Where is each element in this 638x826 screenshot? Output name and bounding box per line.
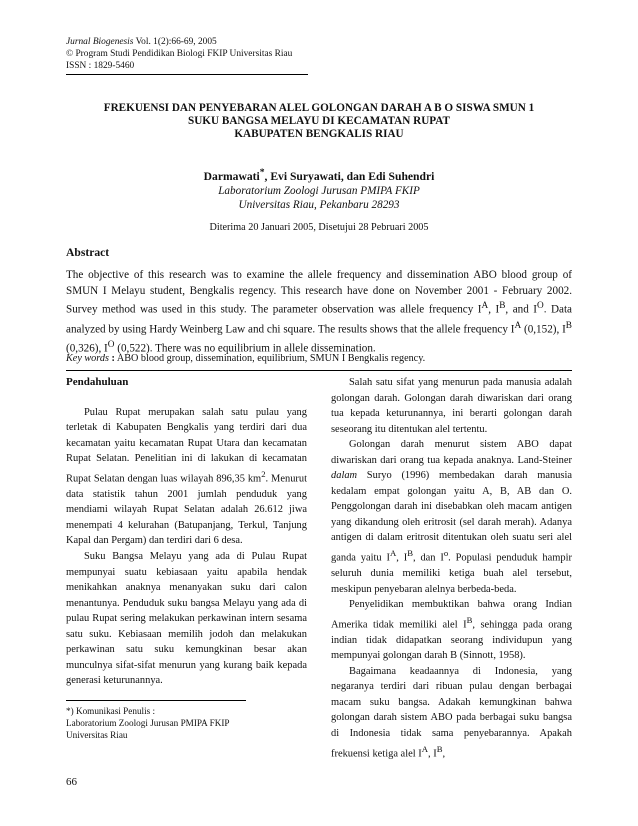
sup: o [443,548,449,559]
affiliation-line-1: Laboratorium Zoologi Jurusan PMIPA FKIP [218,184,420,197]
author-names [66,166,572,184]
journal-issn: ISSN : 1829-5460 [66,61,135,72]
sup: B [565,320,572,331]
text-run: . Populasi penduduk hampir seluruh dunia memiliki ketiga buah alel tersebut, meskipun penyebaran alelnya berbeda-beda. [331,552,572,595]
text-run: , [442,748,446,760]
header-rule [66,74,308,75]
keywords-label: Key words [66,353,109,364]
sup: O [107,339,115,350]
footnote-line-3: Universitas Riau [66,730,128,740]
keywords-line [66,352,572,365]
sup: A [481,301,489,312]
abstract-text [66,268,572,357]
paragraph [331,597,572,664]
footnote-rule [66,700,246,701]
sup: A [421,743,428,754]
sup: A [389,548,397,559]
text-run: , I [428,748,437,760]
emphasis: dalam [331,470,358,482]
sup: O [536,301,544,312]
abstract-run: . Data analyzed by using Hardy Weinberg Law and chi square. The results shows that the allele frequency I [66,303,573,336]
right-column [331,375,572,762]
abstract-run: , and I [505,303,537,316]
text-run: . Menurut data statistik tahun 2001 jumlah penduduk yang mendiami wilayah Rupat Selatan adalah 26.612 jiwa menempati 4 kelurahan (Batupanjang, Terkul, Tanjung Kapal dan Pergam) dan terdiri dari 6 desa. [66,473,308,547]
paragraph [331,664,572,762]
text-run: , sehingga pada orang indian tidak didapatkan seorang individupun yang mempunyai golongan darah B (Sinnott, 1958). [331,619,572,662]
abstract-run: (0,152), I [521,323,566,336]
text-run: Pulau Rupat merupakan salah satu pulau yang terletak di Kabupaten Bengkalis yang terdiri dari dua kecamatan yaitu kecamatan Rupat Utara dan kecamatan Rupat Selatan. Penelitian ini di lakukan di kecamatan Rupat Selatan dengan luas wilayah 896,35 km [66,406,307,485]
paragraph: Suku Bangsa Melayu yang ada di Pulau Rupat mempunyai suatu kebiasaan yaitu apabila hendak menikahkan anaknya menanyakan suku dari calon menantunya. Penduduk suku bangsa Melayu yang ada di pulau Rupat sering melakukan perkawinan intern sesama satu suku. Kebiasaan memilih jodoh dan melakukan perkawinan satu suku kemungkinan besar akan munculnya sifat-sifat menurun yang kurang baik kepada generasi keturunannya. [66,550,307,687]
journal-volume: Vol. 1(2):66-69, 2005 [133,37,217,47]
author-first: Darmawati [203,169,260,183]
page-number: 66 [66,776,77,788]
abstract-heading: Abstract [66,246,110,259]
author-others: , Evi Suryawati, dan Edi Suhendri [264,169,435,183]
text-run: , I [396,552,408,564]
author-footnote-mark: * [259,167,265,178]
text-run: , dan I [412,552,444,564]
keywords-rule [66,370,572,371]
text-run: Suryo (1996) membedakan darah manusia kedalam empat golongan yaitu A, B, AB dan O. Penggolongan darah ini disebabkan oleh macam antigen yang dikandung oleh eritrosit (sel darah merah). Adanya antigen di dalam eritrosit ditentukan oleh suatu seri alel ganda yaitu I [331,470,572,564]
sup: B [407,548,413,559]
text-run: Penyelidikan membuktikan bahwa orang Indian Amerika tidak memiliki alel I [331,599,572,631]
journal-header [66,36,310,75]
left-column [66,375,307,689]
sup: A [514,320,522,331]
author-footnote [66,700,310,741]
title-line-2: SUKU BANGSA MELAYU DI KECAMATAN RUPAT [188,115,450,127]
paragraph: Salah satu sifat yang menurun pada manusia adalah golongan darah. Golongan darah diwariskan dari orang tua kepada keturunannya, ini berarti golongan darah seseorang itu ditentukan alel tertentu. [331,377,572,435]
affiliation-line-2: Universitas Riau, Pekanbaru 28293 [238,198,400,211]
footnote-line-2: Laboratorium Zoologi Jurusan PMIPA FKIP [66,718,230,728]
author-block [66,166,572,235]
sup: B [499,301,506,312]
abstract-run: The objective of this research was to examine the allele frequency and dissemination ABO blood group of SMUN I Melayu student, Bengkalis regency. This research have done on November 2001 - February 2002. Survey method was used in this study. The parameter observation was allele frequency I [66,269,572,316]
paragraph [331,437,572,597]
text-run: Bagaimana keadaannya di Indonesia, yang negaranya terdiri dari ribuan pulau dengan berbagai macam suku bangsa. Adakah kemungkinan bahwa golongan darah sistem ABO pada berbagai suku bangsa di Indonesia tidak sama penyebarannya. Apakah frekuensi ketiga alel I [331,665,572,760]
abstract-run: (0,522). There was no equilibrium in allele dissemination. [114,342,376,355]
received-dates: Diterima 20 Januari 2005, Disetujui 28 Pebruari 2005 [209,221,429,233]
journal-name: Jurnal Biogenesis [66,37,134,47]
journal-citation [66,36,310,48]
title-line-3: KABUPATEN BENGKALIS RIAU [234,128,404,140]
paper-title [66,102,572,141]
footnote-line-1: *) Komunikasi Penulis : [66,706,156,716]
keywords-colon: : [108,353,115,364]
sup: B [466,614,473,625]
abstract-run: (0,326), I [66,342,108,355]
paragraph [66,405,307,549]
section-heading-pendahuluan: Pendahuluan [66,376,129,388]
sup: 2 [261,468,266,479]
keywords-text: ABO blood group, dissemination, equilibrium, SMUN I Bengkalis regency. [114,353,426,364]
title-line-1: FREKUENSI DAN PENYEBARAN ALEL GOLONGAN DARAH A B O SISWA SMUN 1 [103,102,535,114]
journal-copyright: © Program Studi Pendidikan Biologi FKIP Universitas Riau [66,49,293,60]
text-run: Golongan darah menurut sistem ABO dapat diwariskan dari orang tua kepada anaknya. Land-Steiner [331,439,572,466]
sup: B [436,743,443,754]
abstract-run: , I [488,303,500,316]
